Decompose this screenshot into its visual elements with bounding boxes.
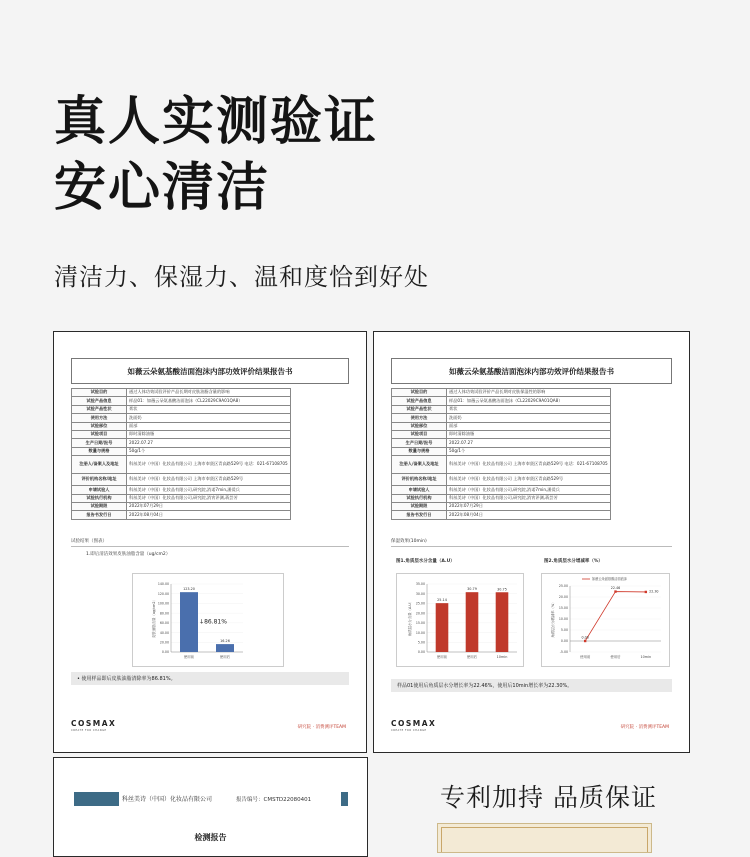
divider <box>71 546 349 547</box>
row-value: 面部 <box>127 422 291 430</box>
result-note: • 使用样品即后皮肤油脂清除率为86.81%。 <box>71 672 349 685</box>
test-report-preview <box>53 757 368 857</box>
row-key: 试验执行机构 <box>72 494 127 502</box>
table-row <box>392 511 611 519</box>
report-title: 如薇云朵氨基酸洁面泡沫内部功效评价结果报告书 <box>71 358 349 384</box>
row-key: 试验期限 <box>392 502 447 510</box>
row-value: 科丝美诗（中国）化妆品有限公司,研究院,消宵评测,蒋芸芳 <box>127 494 291 502</box>
chart2-title: 图2.角质层水分增减率（%） <box>544 559 603 564</box>
table-row <box>72 447 291 455</box>
chart-subtitle: 1.即后清洁效果皮肤油脂含量（ug/cm2） <box>86 552 171 557</box>
y-tick-label: 30.00 <box>415 591 425 596</box>
row-value: 50g/1个 <box>127 447 291 455</box>
bar <box>466 592 479 652</box>
row-key: 数量与规格 <box>392 447 447 455</box>
table-row <box>392 474 611 486</box>
oil-content-chart <box>133 574 283 666</box>
table-row <box>72 474 291 486</box>
table-row <box>392 456 611 474</box>
row-key: 试验期限 <box>72 502 127 510</box>
row-key: 试验产品信息 <box>72 397 127 405</box>
report-oil-clearance <box>53 331 367 753</box>
table-row <box>392 389 611 397</box>
report-company: 科丝美诗（中国）化妆品有限公司 <box>122 796 213 803</box>
chart1-title: 图1.角质层水分含量（A.U） <box>396 559 455 564</box>
bar <box>180 592 198 652</box>
y-tick-label: 5.00 <box>417 640 425 645</box>
report-title: 如薇云朵氨基酸洁面泡沫内部功效评价结果报告书 <box>391 358 672 384</box>
row-key: 生产日期/批号 <box>392 439 447 447</box>
chart-frame <box>396 573 524 667</box>
report-info-table <box>391 388 611 520</box>
row-key: 报告书发行日 <box>392 511 447 519</box>
y-tick-label: 40.00 <box>159 630 169 635</box>
table-row <box>392 397 611 405</box>
cosmax-logo <box>391 719 436 732</box>
y-tick-label: 10.00 <box>558 617 568 622</box>
row-value: 2022年07月29日 <box>127 502 291 510</box>
row-value: 洗面奶 <box>447 414 611 422</box>
series-line <box>585 592 646 641</box>
row-value: 即时清除油脂 <box>447 430 611 438</box>
table-row <box>72 414 291 422</box>
y-tick-label: 20.00 <box>415 611 425 616</box>
table-row <box>72 502 291 510</box>
row-key: 注册人/备案人及地址 <box>72 456 127 474</box>
table-row <box>72 486 291 494</box>
hero-title-line2: 安心清洁 <box>54 158 271 218</box>
row-key: 试验项目 <box>392 430 447 438</box>
row-value: 即时清除油脂 <box>127 430 291 438</box>
row-value: 2022年08月04日 <box>127 511 291 519</box>
data-label: 16.26 <box>220 639 230 644</box>
header-bar <box>74 792 119 806</box>
x-tick-label: 使用前 <box>436 655 448 659</box>
team-label: 研究院 · 消费测评TEAM <box>620 725 669 730</box>
y-tick-label: 0.00 <box>560 639 568 644</box>
data-label: 25.14 <box>437 598 447 603</box>
patent-certificate <box>437 823 652 853</box>
row-key: 申请试验人 <box>72 486 127 494</box>
x-tick-label: 使用前 <box>580 655 591 659</box>
row-key: 试验目的 <box>392 389 447 397</box>
data-label: 0.00 <box>581 635 589 640</box>
row-key: 申请试验人 <box>392 486 447 494</box>
row-value: 样品01：如薇云朵氨基酸洁面泡沫（CL22029C9A01QA8） <box>127 397 291 405</box>
row-value: 2022.07.27 <box>127 439 291 447</box>
y-axis-label: 皮肤油脂含量（ug/cm2） <box>152 598 156 638</box>
table-row <box>72 422 291 430</box>
y-tick-label: 60.00 <box>159 621 169 626</box>
table-row <box>72 494 291 502</box>
table-row <box>392 414 611 422</box>
x-tick-label: 10min <box>640 655 652 659</box>
row-value: 科丝美诗（中国）化妆品有限公司,研究院,消诺7min,潘爱兵 <box>447 486 611 494</box>
table-row <box>392 494 611 502</box>
chart-frame <box>541 573 670 667</box>
table-row <box>392 430 611 438</box>
table-row <box>72 430 291 438</box>
y-tick-label: 15.00 <box>415 621 425 626</box>
row-value: 科丝美诗（中国）化妆品有限公司 上海市奉贤区青高路529号 <box>447 474 611 486</box>
data-point <box>584 640 586 642</box>
logo-tagline: CREATE FOR CHANGE <box>391 729 427 732</box>
row-value: 科丝美诗（中国）化妆品有限公司,研究院,消宵评测,蒋芸芳 <box>447 494 611 502</box>
row-key: 注册人/备案人及地址 <box>392 456 447 474</box>
row-key: 报告书发行日 <box>72 511 127 519</box>
y-axis-label: 角质层水分含量（A.U） <box>408 599 412 637</box>
y-tick-label: 25.00 <box>415 601 425 606</box>
bar <box>436 603 449 652</box>
row-key: 使用方法 <box>72 414 127 422</box>
row-key: 试验产品性状 <box>392 405 447 413</box>
header-bar <box>341 792 348 806</box>
row-value: 膏状 <box>127 405 291 413</box>
row-value: 50g/1个 <box>447 447 611 455</box>
y-tick-label: 0.00 <box>161 650 169 655</box>
table-row <box>72 389 291 397</box>
table-row <box>72 456 291 474</box>
row-key: 试验项目 <box>72 430 127 438</box>
bar <box>216 644 234 652</box>
table-row <box>72 511 291 519</box>
data-label: 22.30 <box>649 589 659 594</box>
row-key: 数量与规格 <box>72 447 127 455</box>
y-axis-label: 角质层水分增减率（%） <box>551 600 555 638</box>
row-value: 洗面奶 <box>127 414 291 422</box>
row-key: 试验产品信息 <box>392 397 447 405</box>
divider <box>391 546 672 547</box>
row-key: 评价机构名称/地址 <box>72 474 127 486</box>
y-tick-label: 5.00 <box>560 628 568 633</box>
row-key: 使用方法 <box>392 414 447 422</box>
row-value: 科丝美诗（中国）化妆品有限公司 上海市奉贤区青高路529号 电话：021-67108705 <box>127 456 291 474</box>
table-row <box>72 405 291 413</box>
row-key: 评价机构名称/地址 <box>392 474 447 486</box>
row-value: 膏状 <box>447 405 611 413</box>
y-tick-label: -5.00 <box>559 650 568 655</box>
row-key: 试验部位 <box>392 422 447 430</box>
bar <box>496 592 509 652</box>
y-tick-label: 35.00 <box>415 582 425 587</box>
team-label: 研究院 · 消费测评TEAM <box>297 725 346 730</box>
data-point <box>645 591 647 593</box>
y-tick-label: 80.00 <box>159 611 169 616</box>
subtitle: 清洁力、保湿力、温和度恰到好处 <box>54 263 429 291</box>
row-value: 2022.07.27 <box>447 439 611 447</box>
row-value: 2022年08月04日 <box>447 511 611 519</box>
hero-title-line1: 真人实测验证 <box>54 92 379 152</box>
row-value: 面部 <box>447 422 611 430</box>
section-label: 试验结果（图表） <box>71 539 107 544</box>
data-label: 123.20 <box>183 587 195 592</box>
row-value: 通过人体功效试验评价产品长期对皮肤油脂含量的影响 <box>127 389 291 397</box>
logo-tagline: CREATE FOR CHANGE <box>71 729 107 732</box>
table-row <box>72 397 291 405</box>
row-value: 科丝美诗（中国）化妆品有限公司 上海市奉贤区青高路529号 电话：021-67108705 <box>447 456 611 474</box>
cosmax-logo <box>71 719 116 732</box>
data-point <box>614 590 616 592</box>
logo-text: COSMAX <box>391 719 437 728</box>
row-key: 试验执行机构 <box>392 494 447 502</box>
row-key: 试验部位 <box>72 422 127 430</box>
y-tick-label: 140.00 <box>157 582 169 587</box>
report-moisture <box>373 331 690 753</box>
data-label: 30.79 <box>467 587 477 592</box>
row-value: 样品01：如薇云朵氨基酸洁面泡沫（CL22029C9A01QA8） <box>447 397 611 405</box>
y-tick-label: 20.00 <box>159 640 169 645</box>
report-number: 报告编号：CMSTD22080401 <box>236 797 312 803</box>
row-key: 试验目的 <box>72 389 127 397</box>
x-tick-label: 使用后 <box>610 655 621 659</box>
table-row <box>392 486 611 494</box>
data-label: 22.46 <box>610 586 621 591</box>
table-row <box>72 439 291 447</box>
row-value: 科丝美诗（中国）化妆品有限公司,研究院,消诺7min,潘爱兵 <box>127 486 291 494</box>
table-row <box>392 422 611 430</box>
y-tick-label: 100.00 <box>157 601 169 606</box>
table-row <box>392 439 611 447</box>
x-tick-label: 使用后 <box>466 655 478 659</box>
row-value: 2022年07月29日 <box>447 502 611 510</box>
report-heading: 检测报告 <box>194 833 227 842</box>
report-info-table <box>71 388 291 520</box>
y-tick-label: 120.00 <box>157 591 169 596</box>
x-tick-label: 使用后 <box>219 655 231 659</box>
table-row <box>392 502 611 510</box>
x-tick-label: 10min <box>496 655 508 659</box>
moisture-content-chart <box>397 574 523 666</box>
result-note: 样品01使用后角质层水分增长率为22.46%，使用后10min增长率为22.30%。 <box>391 679 672 692</box>
y-tick-label: 0.00 <box>417 650 425 655</box>
patent-heading: 专利加持 品质保证 <box>440 783 657 812</box>
y-tick-label: 20.00 <box>558 595 568 600</box>
logo-text: COSMAX <box>71 719 117 728</box>
x-tick-label: 使用前 <box>183 655 195 659</box>
chart-frame <box>132 573 284 667</box>
row-key: 试验产品性状 <box>72 405 127 413</box>
moisture-change-chart <box>542 574 669 666</box>
row-key: 生产日期/批号 <box>72 439 127 447</box>
table-row <box>392 405 611 413</box>
row-value: 通过人体功效试验评价产品长期对皮肤保湿性的影响 <box>447 389 611 397</box>
section-label: 保湿效果(10min) <box>391 539 427 544</box>
y-tick-label: 15.00 <box>558 606 568 611</box>
row-value: 科丝美诗（中国）化妆品有限公司 上海市奉贤区青高路529号 <box>127 474 291 486</box>
y-tick-label: 25.00 <box>558 584 568 589</box>
reduction-annotation: ↓86.81% <box>199 618 227 626</box>
y-tick-label: 10.00 <box>415 630 425 635</box>
data-label: 30.75 <box>497 587 507 592</box>
table-row <box>392 447 611 455</box>
legend-label: 如薇云朵氨基酸洁面泡沫 <box>592 577 628 582</box>
